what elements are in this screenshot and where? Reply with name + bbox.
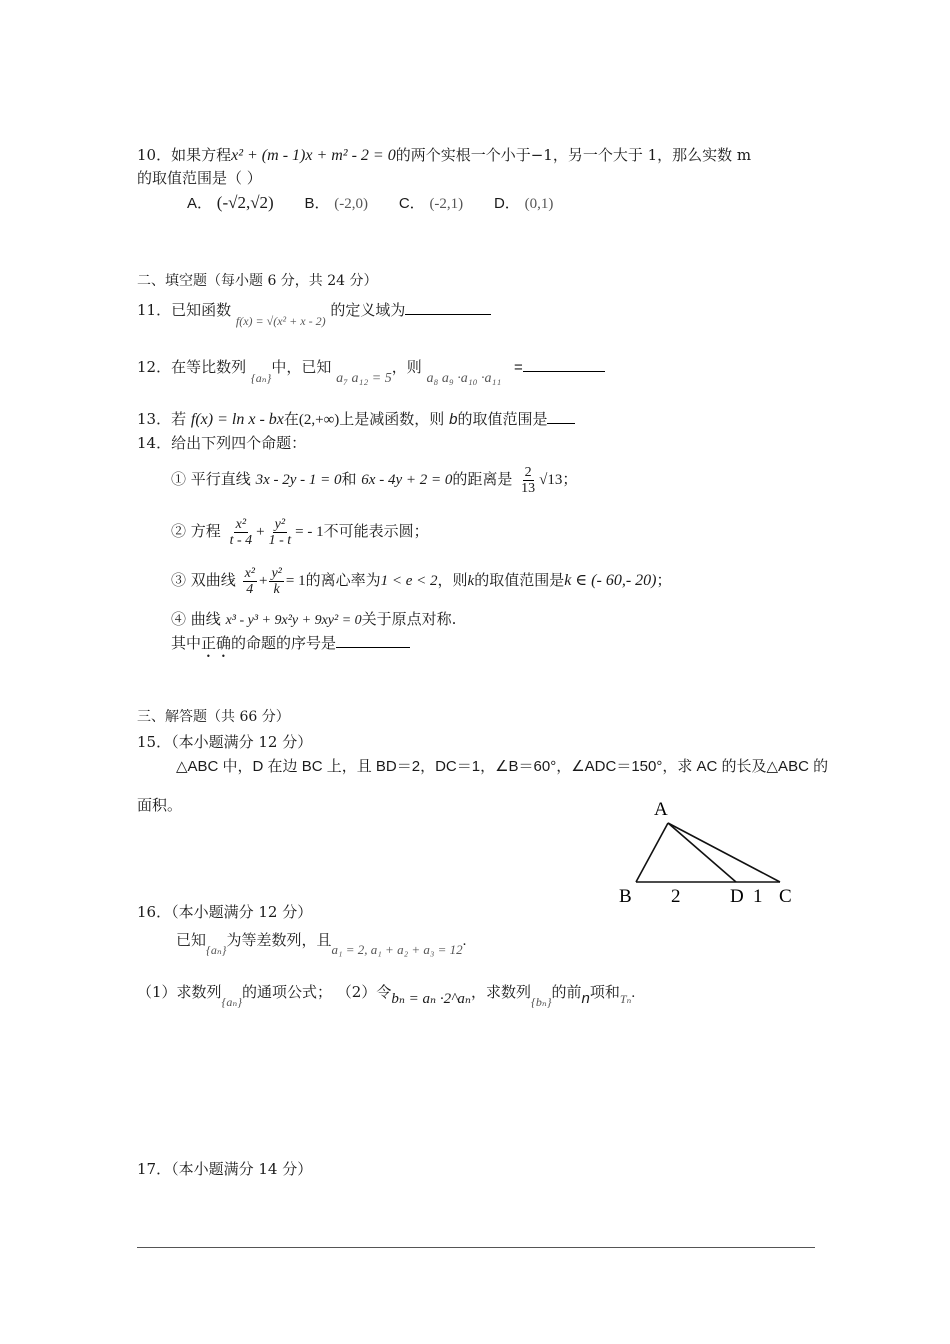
q16-line2: （1）求数列$_{\{a_n\}}$的通项公式； （2）令bₙ = aₙ ·2^aₙ，求数列$_{\{b_n\}}$的前n项和$_{T_n}$.	[137, 983, 636, 1009]
q13-answer-blank	[547, 409, 575, 424]
footer-rule	[137, 1247, 815, 1248]
option-a: (-√2,√2)	[216, 193, 274, 212]
side-ab	[636, 823, 668, 882]
q14-proposition-1: ① 平行直线 3x - 2y - 1 = 0和 6x - 4y + 2 = 0的距离是 $\frac{2}{13}$ √13；	[171, 464, 578, 496]
label-d: D	[730, 886, 744, 907]
q16-line1: 已知$_{\{a_n\}}$为等差数列，且a₁ = 2, a₁ + a₂ + a₃ = 12.	[176, 931, 467, 957]
q17-head: 17．（本小题满分 14 分）	[137, 1160, 313, 1178]
q15-body-line1: △ABC 中，D 在边 BC 上，且 BD＝2，DC＝1，∠B＝60°，∠ADC＝150°，求 AC 的长及△ABC 的	[176, 758, 829, 775]
q10-equation: x² + (m - 1)x + m² - 2 = 0	[231, 147, 396, 164]
q10-options: A． (-√2,√2) B． (-2,0) C． (-2,1) D． (0,1)	[187, 193, 554, 212]
side-ac	[668, 823, 780, 882]
q11: 11．已知函数 $_{f(x) = √(x^2 + x - 2)}$ 的定义域为	[137, 300, 491, 321]
q11-function: f(x) = √(x² + x - 2)	[235, 314, 326, 328]
q16-head: 16．（本小题满分 12 分）	[137, 903, 313, 921]
q14-question: 其中正确的命题的序号是	[171, 633, 410, 661]
q15-head: 15．（本小题满分 12 分）	[137, 733, 313, 751]
q10-line1: 10．如果方程x² + (m - 1)x + m² - 2 = 0的两个实根一个小于−1，另一个大于 1，那么实数 m	[137, 146, 752, 164]
section-3-title: 三、解答题（共 66 分）	[137, 709, 290, 725]
label-b: B	[619, 886, 632, 907]
q14-proposition-4: ④ 曲线 x³ - y³ + 9x²y + 9xy² = 0关于原点对称.	[171, 610, 457, 628]
label-bd-length: 2	[671, 886, 681, 907]
q14-intro: 14．给出下列四个命题：	[137, 434, 307, 452]
q14-proposition-3: ③ 双曲线 $\frac{\text{x²}}{4}$ + $\frac{\text{y²}}{k}$ = 1的离心率为1 < e < 2，则k的取值范围是k ∈ (- 60,- 20)；	[171, 565, 672, 597]
option-b: (-2,0)	[334, 196, 369, 212]
section-2-title: 二、填空题（每小题 6 分，共 24 分）	[137, 273, 378, 289]
q12-answer-blank	[523, 357, 605, 372]
q14-answer-blank	[336, 633, 410, 648]
q11-answer-blank	[405, 300, 491, 315]
label-c: C	[779, 886, 792, 907]
q15-body-line2: 面积。	[137, 796, 183, 814]
q13: 13．若 f(x) = ln x - bx在(2,+∞)上是减函数，则 b的取值范围是	[137, 409, 575, 430]
label-a: A	[654, 799, 668, 820]
q12: 12．在等比数列 $_{\{a_n\}}$中，已知 a₇ a₁₂ = 5，则 a₈ a₉ ·a₁₀ ·a₁₁ =	[137, 357, 605, 379]
label-dc-length: 1	[753, 886, 763, 907]
q14-proposition-2: ② 方程 $\frac{\text{x²}}{t - 4}$ + $\frac{\text{y²}}{1 - t}$ = - 1不可能表示圆；	[171, 516, 429, 548]
option-c: (-2,1)	[429, 196, 464, 212]
q10-line2: 的取值范围是（ ）	[137, 169, 262, 187]
option-d: (0,1)	[524, 196, 554, 212]
side-ad	[668, 823, 736, 882]
triangle-figure	[610, 795, 810, 910]
